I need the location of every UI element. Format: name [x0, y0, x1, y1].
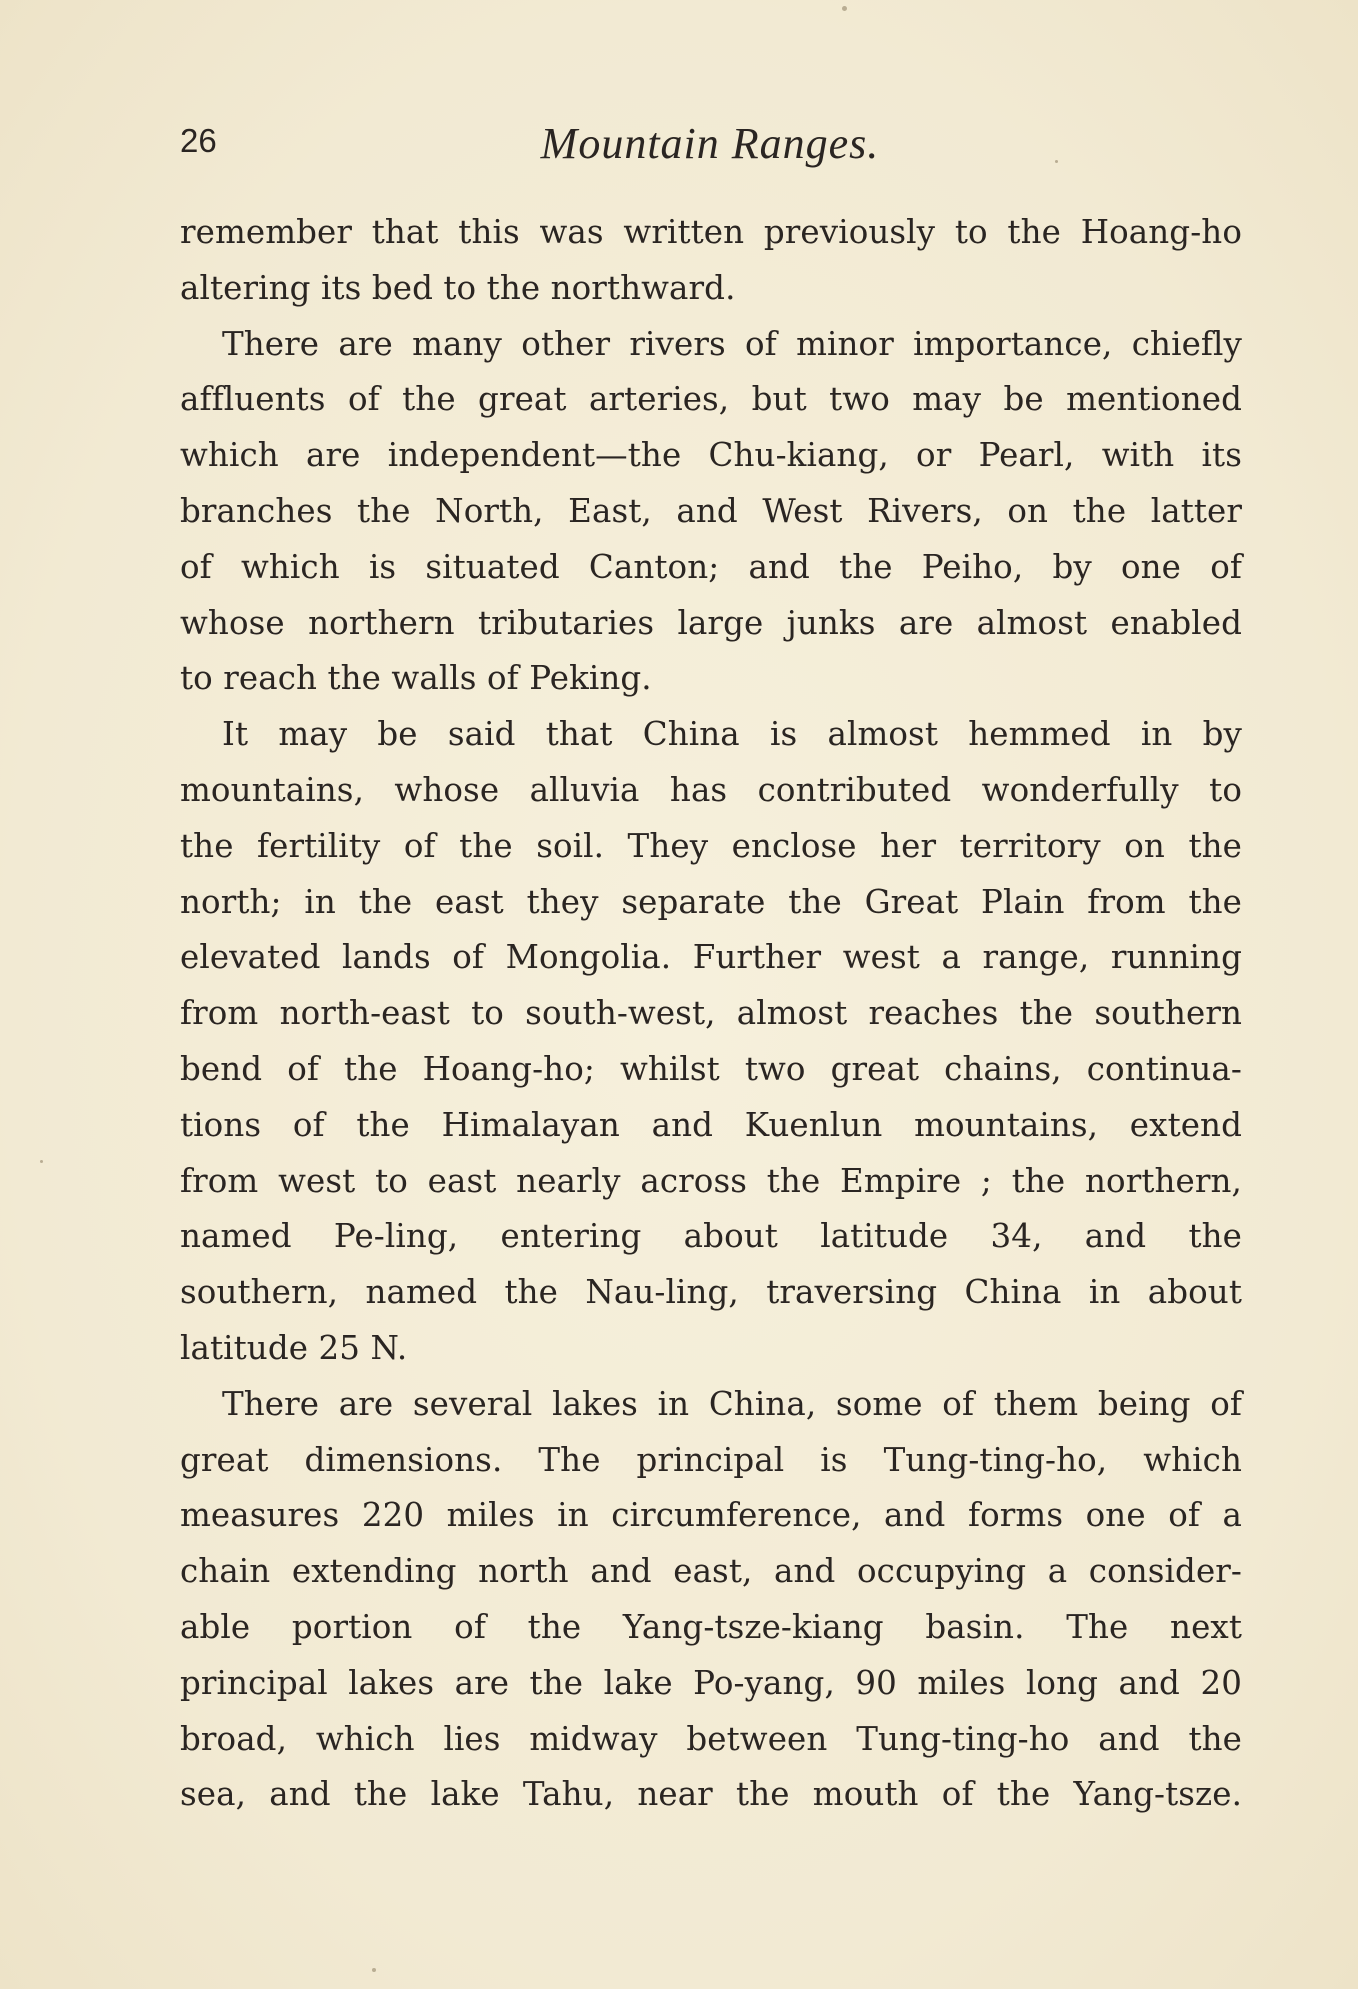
- text-line: There are several lakes in China, some of them being of: [222, 1384, 1242, 1423]
- text-line: to reach the walls of Peking.: [180, 659, 652, 698]
- text-line: There are many other rivers of minor importance, chiefly: [222, 324, 1242, 363]
- paper-speck: [372, 1968, 376, 1972]
- paper-speck: [842, 6, 847, 11]
- page-header: [180, 118, 1240, 178]
- text-line: branches the North, East, and West Rivers, on the latter: [180, 491, 1242, 530]
- text-line: tions of the Himalayan and Kuenlun mountains, extend: [180, 1105, 1242, 1144]
- text-line: southern, named the Nau-ling, traversing China in about: [180, 1273, 1242, 1312]
- text-line: from west to east nearly across the Empire ; the northern,: [180, 1161, 1242, 1200]
- text-line: affluents of the great arteries, but two may be mentioned: [180, 380, 1242, 419]
- text-line: north; in the east they separate the Great Plain from the: [180, 882, 1242, 921]
- text-line: named Pe-ling, entering about latitude 34, and the: [180, 1217, 1242, 1256]
- text-line: elevated lands of Mongolia. Further west a range, running: [180, 938, 1242, 977]
- text-line: the fertility of the soil. They enclose her territory on the: [180, 826, 1242, 865]
- text-line: able portion of the Yang-tsze-kiang basin. The next: [180, 1607, 1242, 1646]
- text-line: from north-east to south-west, almost reaches the southern: [180, 994, 1242, 1033]
- text-line: measures 220 miles in circumference, and forms one of a: [180, 1496, 1242, 1535]
- body-text: [180, 205, 1242, 1823]
- text-line: mountains, whose alluvia has contributed wonderfully to: [180, 770, 1242, 809]
- text-line: broad, which lies midway between Tung-ting-ho and the: [180, 1719, 1242, 1758]
- text-line: sea, and the lake Tahu, near the mouth of the Yang-tsze.: [180, 1775, 1242, 1814]
- text-line: whose northern tributaries large junks are almost enabled: [180, 603, 1242, 642]
- text-line: of which is situated Canton; and the Peiho, by one of: [180, 547, 1242, 586]
- text-line: bend of the Hoang-ho; whilst two great chains, continua-: [180, 1049, 1242, 1088]
- text-line: principal lakes are the lake Po-yang, 90 miles long and 20: [180, 1663, 1242, 1702]
- text-line: chain extending north and east, and occupying a consider-: [180, 1552, 1242, 1591]
- text-line: remember that this was written previously to the Hoang-ho: [180, 213, 1242, 251]
- text-line: latitude 25 N.: [180, 1328, 408, 1367]
- text-line: It may be said that China is almost hemmed in by: [222, 715, 1242, 754]
- running-title: Mountain Ranges.: [540, 119, 880, 168]
- text-line: which are independent—the Chu-kiang, or Pearl, with its: [180, 436, 1242, 475]
- text-line: great dimensions. The principal is Tung-ting-ho, which: [180, 1440, 1242, 1479]
- page-number: 26: [180, 122, 217, 159]
- text-line: altering its bed to the northward.: [180, 268, 736, 307]
- paper-speck: [40, 1160, 43, 1163]
